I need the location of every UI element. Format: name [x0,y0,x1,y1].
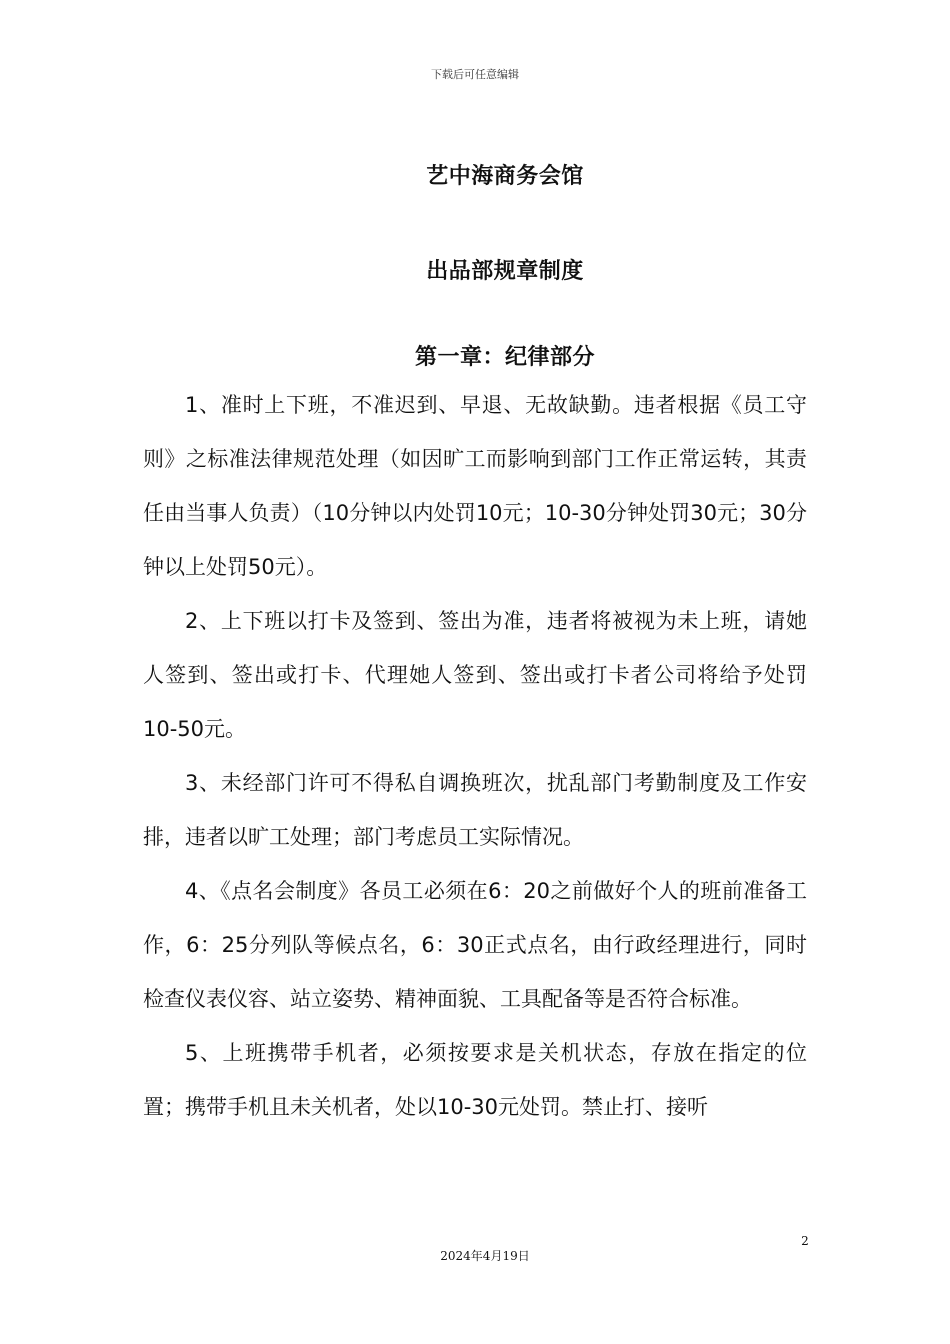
paragraph-4: 4、《点名会制度》各员工必须在6：20之前做好个人的班前准备工作，6：25分列队等候点名，6：30正式点名，由行政经理进行，同时检查仪表仪容、站立姿势、精神面貌、工具配备等是否符合标准。 [143,879,807,1011]
header-note: 下载后可任意编辑 [431,68,519,81]
paragraph-1: 1、准时上下班，不准迟到、早退、无故缺勤。违者根据《员工守则》之标准法律规范处理（如因旷工而影响到部门工作正常运转，其责任由当事人负责）（10分钟以内处罚10元；10-30分钟处罚30元；30分钟以上处罚50元）。 [143,393,807,579]
organization-title: 艺中海商务会馆 [426,164,584,189]
paragraph-5: 5、上班携带手机者，必须按要求是关机状态，存放在指定的位置；携带手机且未关机者，处以10-30元处罚。禁止打、接听 [143,1041,807,1119]
paragraph-3: 3、未经部门许可不得私自调换班次，扰乱部门考勤制度及工作安排，违者以旷工处理；部门考虑员工实际情况。 [143,771,807,849]
chapter-heading: 第一章：纪律部分 [414,345,595,370]
paragraph-2: 2、上下班以打卡及签到、签出为准，违者将被视为未上班，请她人签到、签出或打卡、代理她人签到、签出或打卡者公司将给予处罚10-50元。 [143,609,807,741]
footer-date: 2024年4月19日 [440,1249,530,1263]
document-title: 出品部规章制度 [426,259,584,284]
body-text [143,378,807,1134]
page-number: 2 [801,1234,809,1248]
